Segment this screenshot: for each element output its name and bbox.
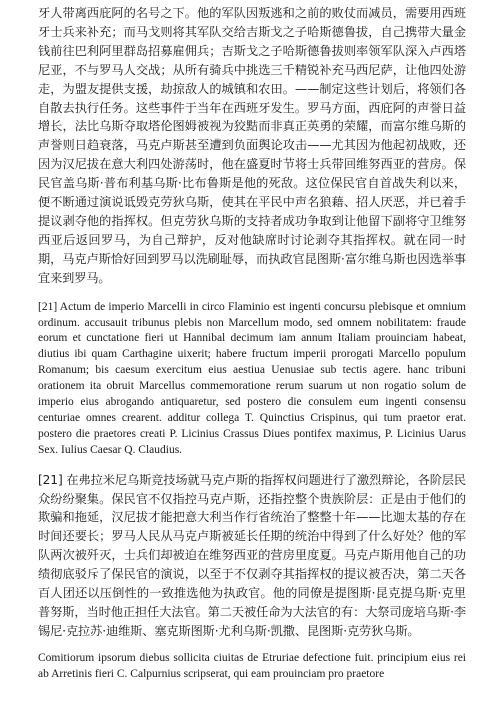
document-page: [38, 4, 466, 683]
chinese-paragraph-21: [21] 在弗拉米尼乌斯竞技场就马克卢斯的指挥权问题进行了激烈辩论，各阶层民众纷纷聚集。保民官不仅指控马克卢斯，还指控整个贵族阶层：正是由于他们的欺骗和拖延，汉尼拔才能把意大利当作行省统治了整整十年——比迦太基的存在时间还要长；罗马人民从马克卢斯被延长任期的统治中得到了什么好处？他的军队两次被歼灭，士兵们却被迫在维努西亚的营房里度夏。马克卢斯用他自己的功绩彻底驳斥了保民官的演说，以至于不仅剥夺其指挥权的提议被否决，第二天各百人团还以压倒性的一致推选他为执政官。他的同僚是提图斯·昆克提乌斯·克里普努斯，当时他正担任大法官。第二天被任命为大法官的有：大祭司庞培乌斯·李锡尼·克拉苏·迪维斯、塞克斯图斯·尤利乌斯·凯撒、昆图斯·克劳狄乌斯。: [38, 472, 466, 638]
chinese-paragraph-1: 牙人带离西庇阿的名号之下。他的军队因叛逃和之前的败仗而减员，需要用西班牙士兵来补充；而马戈则将其军队交给吉斯戈之子哈斯德鲁拔，自己携带大量金钱前往巴利阿里群岛招募雇佣兵；吉斯戈之子哈斯德鲁拔则率领军队深入卢西塔尼亚，不与罗马人交战；从所有骑兵中挑选三千精锐补充马西尼萨，让他四处游走，为盟友提供支援，劫掠敌人的城镇和农田。——制定这些计划后，将领们各自散去执行任务。这些事件于当年在西班牙发生。罗马方面，西庇阿的声誉日益增长，法比乌斯夺取塔伦图姆被视为狡黠而非真正英勇的荣耀，而富尔维乌斯的声誉则日趋衰落，马克卢斯甚至遭到负面舆论攻击——尤其因为他起初战败，还因为汉尼拔在意大利四处游荡时，他在盛夏时节将士兵带回维努西亚的营房。保民官盖乌斯·普布利基乌斯·比布鲁斯是他的死敌。这位保民官自首战失利以来，便不断通过演说诋毁克劳狄乌斯，使其在平民中声名狼藉、招人厌恶，并已着手提议剥夺他的指挥权。但克劳狄乌斯的支持者成功争取到让他留下副将守卫维努西亚后返回罗马，为自己辩护，反对他缺席时讨论剥夺其指挥权。就在同一时期，马克卢斯恰好回到罗马以洗刷耻辱，而执政官昆图斯·富尔维乌斯也因选举事宜来到罗马。: [38, 6, 466, 285]
latin-paragraph-continuation: Comitiorum ipsorum diebus sollicita ciuitas de Etruriae defectione fuit. principium eius rei ab Arretinis fieri C. Calpurnius scripserat, qui eam prouinciam pro praetore: [38, 651, 466, 680]
latin-paragraph-21: [21] Actum de imperio Marcelli in circo Flaminio est ingenti concursu plebisque et omnium ordinum. accusauit tribunus plebis non Marcellum modo, sed omnem nobilitatem: fraude eorum et cunctatione fieri ut Hannibal decimum iam annum Italiam prouinciam habeat, diutius ibi quam Carthagine uixerit; habere fructum imperii prorogati Marcello populum Romanum; bis caesum exercitum eius aestiua Uenusiae sub tectis agere. hanc tribuni orationem ita obruit Marcellus commemoratione rerum suarum ut non rogatio solum de imperio eius abrogando antiquaretur, sed postero die consulem eum ingenti consensu centuriae omnes crearent. additur collega T. Quinctius Crispinus, qui tum praetor erat. postero die praetores creati P. Licinius Crassus Diues pontifex maximus, P. Licinius Uarus Sex. Iulius Caesar Q. Claudius.: [38, 300, 466, 456]
